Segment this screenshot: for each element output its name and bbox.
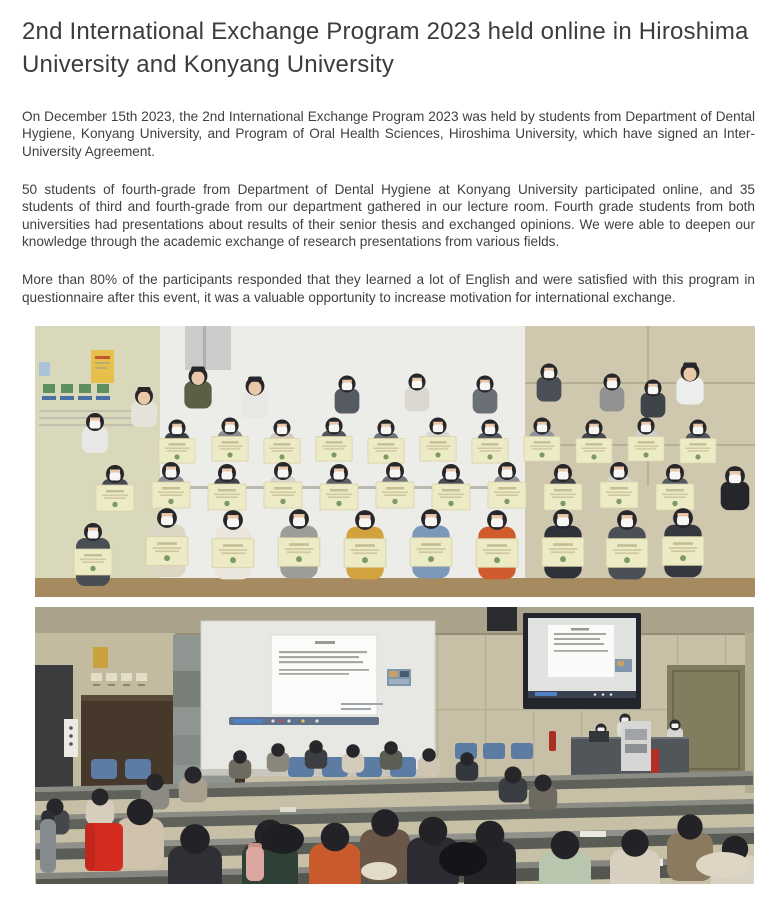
lecture-hall-photo [35,607,754,884]
black-bag [262,824,304,854]
article-paragraph-3: More than 80% of the participants responded that they learned a lot of English and were satisfied with this program in questionnaire after this event, it was a valuable opportunity to increase motivation for international exchange. [22,271,755,305]
article-paragraph-2: 50 students of fourth-grade from Department of Dental Hygiene at Konyang University participated online, and 35 students of third and fourth-grade from our department gathered in our lecture room. Fourth grade students from both universities had presentations about results of their senior thesis and exchanged opinions. We were able to deepen our knowledge through the academic exchange of research presentations from various fields. [22,181,755,250]
speaker-box [487,607,517,631]
article-title: 2nd International Exchange Program 2023 held online in Hiroshima University and Konyang University [22,18,749,78]
article-body [22,108,755,306]
floor [35,578,755,597]
fire-extinguisher [651,749,659,773]
yellow-poster [91,350,114,383]
gold-poster [93,647,108,668]
right-projection-screen [523,613,641,709]
black-backpack [439,842,487,876]
article-paragraph-1: On December 15th 2023, the 2nd International Exchange Program 2023 was held by students from Department of Dental Hygiene, Konyang University, and Program of Oral Health Sciences, Hiroshima University, which have signed an Inter-University Agreement. [22,108,755,159]
laptop [589,731,609,742]
article-photos [35,326,755,884]
pink-tumbler [246,847,264,881]
group-photo [35,326,755,597]
thermos-bottle [40,819,56,873]
room-sign [64,719,78,757]
